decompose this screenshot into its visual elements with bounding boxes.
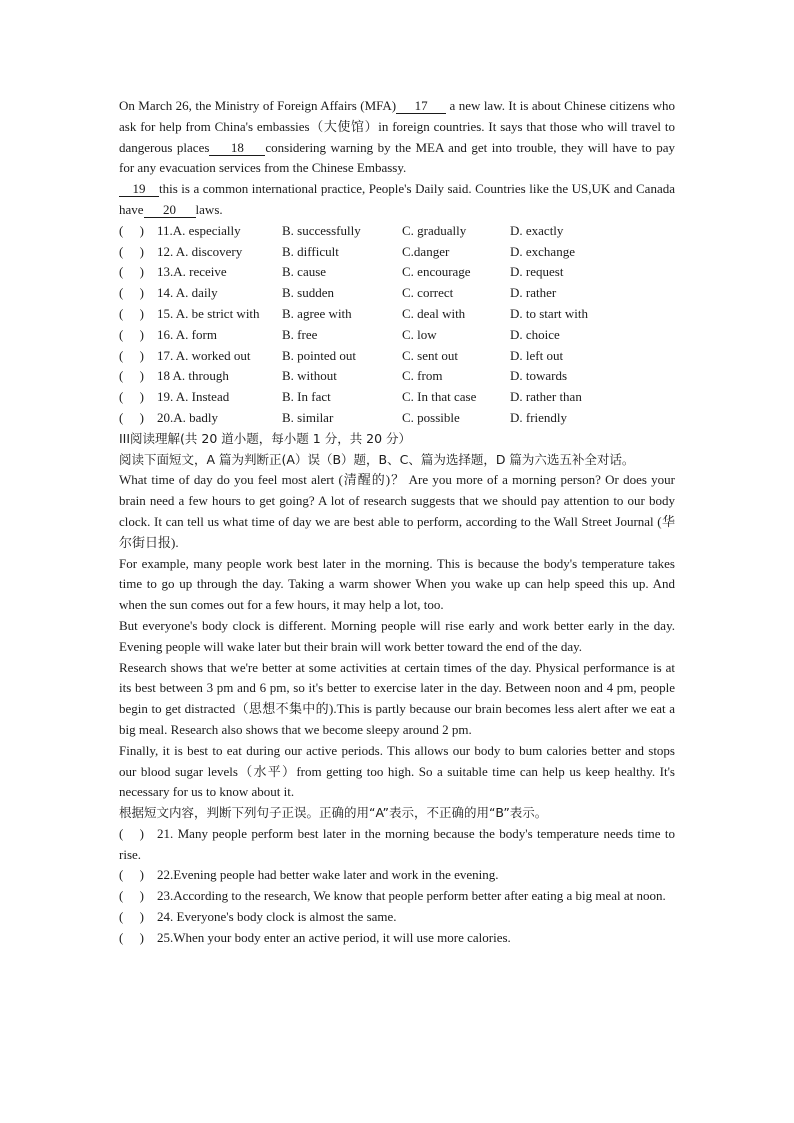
tf-item (119, 824, 675, 866)
cloze-text: On March 26, the Ministry of Foreign Affairs (MFA) (119, 98, 397, 113)
tf-item (119, 886, 675, 907)
option-a: 20.A. badly (157, 409, 219, 425)
option-c: C.danger (402, 243, 450, 259)
option-b: B. difficult (282, 243, 339, 259)
option-b: B. free (282, 326, 318, 342)
option-b: B. sudden (282, 285, 334, 301)
option-d: D. rather (510, 285, 557, 301)
blank-19: 19 (119, 181, 159, 197)
tf-instruction: 根据短文内容，判断下列句子正误。正确的用“A”表示，不正确的用“B”表示。 (119, 805, 548, 821)
option-d: D. towards (510, 368, 568, 384)
tf-item (119, 928, 675, 949)
tf-statement: 21. Many people perform best later in the morning because the body's temperature needs time to rise. (119, 825, 675, 862)
option-a: 13.A. receive (157, 264, 227, 280)
option-c: C. correct (402, 285, 454, 301)
option-b: B. agree with (282, 305, 352, 321)
section-instruction: 阅读下面短文，A 篇为判断正(A）误（B）题，B、C、篇为选择题，D 篇为六选五补全对话。 (119, 451, 635, 467)
option-row (119, 221, 675, 242)
option-d: D. choice (510, 326, 560, 342)
option-d: D. exactly (510, 222, 564, 238)
option-a: 19. A. Instead (157, 389, 230, 405)
option-a: 18 A. through (157, 368, 229, 384)
option-c: C. gradually (402, 222, 467, 238)
passage-paragraph: But everyone's body clock is different. Morning people will rise early and work better early in the day. Evening people will wake later but their brain will work better toward the end of the day. (119, 617, 675, 654)
answer-blank[interactable]: ( ) (119, 222, 144, 238)
answer-blank[interactable]: ( ) (119, 929, 144, 945)
answer-blank[interactable]: ( ) (119, 825, 144, 841)
option-b: B. without (282, 368, 337, 384)
passage-paragraph: Research shows that we're better at some activities at certain times of the day. Physical performance is at its best between 3 pm and 6 pm, so it's better to exercise later in the day. Between noon and 4 pm, people begin to get distracted（思想不集中的).This is partly because our brain becomes less alert after we eat a big meal. Research also shows that we become sleepy around 2 pm. (119, 659, 675, 737)
answer-blank[interactable]: ( ) (119, 285, 144, 301)
option-a: 12. A. discovery (157, 243, 243, 259)
cloze-text: a new law. It is about Chinese citizens who ask for help from China's embassies（大使馆）in foreign countries. It says that those who will travel to dangerous places (119, 98, 675, 155)
option-b: B. similar (282, 409, 334, 425)
answer-blank[interactable]: ( ) (119, 347, 144, 363)
option-c: C. low (402, 326, 437, 342)
option-b: B. In fact (282, 389, 331, 405)
blank-17: 17 (396, 98, 446, 114)
option-d: D. request (510, 264, 564, 280)
option-row (119, 262, 675, 283)
option-c: C. deal with (402, 305, 466, 321)
option-row (119, 387, 675, 408)
option-c: C. from (402, 368, 443, 384)
blank-18: 18 (209, 140, 265, 156)
tf-item (119, 865, 675, 886)
cloze-paragraph-1 (119, 96, 675, 179)
answer-blank[interactable]: ( ) (119, 305, 144, 321)
option-list (119, 221, 675, 429)
cloze-paragraph-2 (119, 179, 675, 221)
passage-paragraph: Finally, it is best to eat during our active periods. This allows our body to bum calories better and stops our blood sugar levels（水平）from getting too high. So a suitable time can help us keep healthy. It's necessary for us to know about it. (119, 742, 675, 800)
option-row (119, 325, 675, 346)
passage-paragraph: What time of day do you feel most alert (清醒的)？ Are you more of a morning person? Or does your brain need a few hours to get going? A lot of research suggests that we should pay attention to our body clock. It can tell us what time of day we are best able to perform, according to the Wall Street Journal (华尔街日报). (119, 472, 675, 550)
option-row (119, 242, 675, 263)
option-c: C. In that case (402, 389, 477, 405)
option-b: B. pointed out (282, 347, 357, 363)
blank-20: 20 (144, 202, 196, 218)
answer-blank[interactable]: ( ) (119, 888, 144, 904)
answer-blank[interactable]: ( ) (119, 409, 144, 425)
answer-blank[interactable]: ( ) (119, 867, 144, 883)
cloze-text: laws. (195, 201, 223, 217)
answer-blank[interactable]: ( ) (119, 909, 144, 925)
answer-blank[interactable]: ( ) (119, 264, 144, 280)
option-c: C. encourage (402, 264, 471, 280)
option-row (119, 346, 675, 367)
option-row (119, 283, 675, 304)
section-heading: III阅读理解(共 20 道小题，每小题 1 分，共 20 分） (119, 430, 412, 446)
answer-blank[interactable]: ( ) (119, 326, 144, 342)
exam-page (119, 96, 675, 949)
option-row (119, 304, 675, 325)
option-d: D. to start with (510, 305, 588, 321)
option-d: D. left out (510, 347, 564, 363)
option-d: D. friendly (510, 409, 568, 425)
tf-statement: 22.Evening people had better wake later and work in the evening. (157, 867, 499, 883)
option-a: 16. A. form (157, 326, 217, 342)
option-d: D. exchange (510, 243, 575, 259)
option-a: 11.A. especially (157, 222, 241, 238)
tf-statement: 23.According to the research, We know that people perform better after eating a big meal at noon. (157, 888, 666, 904)
answer-blank[interactable]: ( ) (119, 368, 144, 384)
option-c: C. sent out (402, 347, 458, 363)
passage-paragraph: For example, many people work best later in the morning. This is because the body's temperature takes time to go up through the day. Taking a warm shower When you wake up can help speed this up. And when the sun comes out for a few hours, it may help a lot, too. (119, 555, 675, 613)
option-row (119, 408, 675, 429)
answer-blank[interactable]: ( ) (119, 243, 144, 259)
option-c: C. possible (402, 409, 460, 425)
option-a: 17. A. worked out (157, 347, 251, 363)
tf-statement: 24. Everyone's body clock is almost the same. (157, 909, 397, 925)
tf-statement: 25.When your body enter an active period, it will use more calories. (157, 929, 511, 945)
option-row (119, 366, 675, 387)
option-d: D. rather than (510, 389, 582, 405)
cloze-text: considering warning by the MEA and get into trouble, they will have to pay for any evacuation services from the Chinese Embassy. (119, 139, 675, 176)
tf-item (119, 907, 675, 928)
option-a: 15. A. be strict with (157, 305, 260, 321)
cloze-text: this is a common international practice, People's Daily said. Countries like the US,UK and Canada have (119, 181, 675, 217)
option-b: B. cause (282, 264, 327, 280)
answer-blank[interactable]: ( ) (119, 389, 144, 405)
option-a: 14. A. daily (157, 285, 218, 301)
option-b: B. successfully (282, 222, 361, 238)
